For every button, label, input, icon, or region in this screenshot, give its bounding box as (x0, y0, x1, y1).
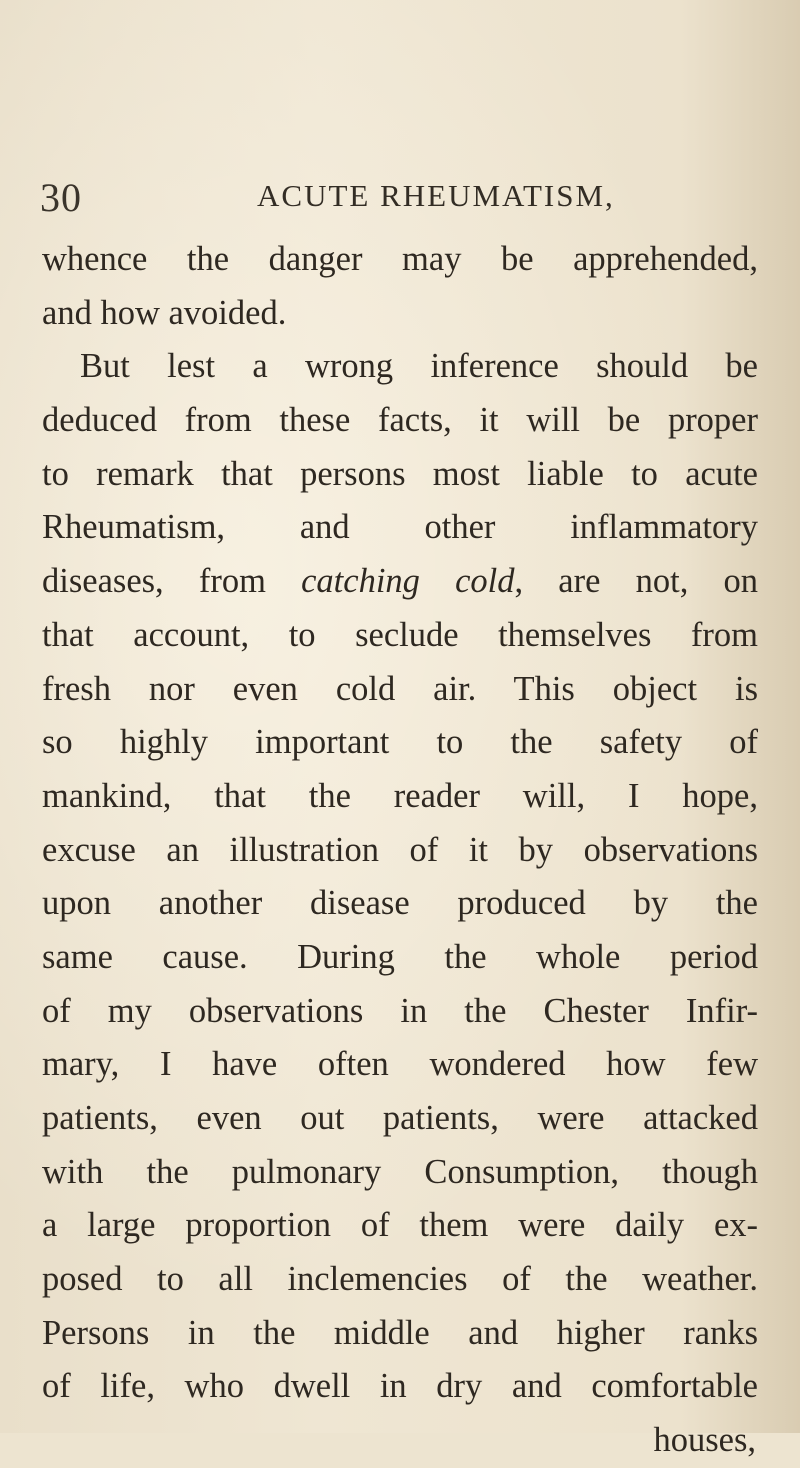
text-line: that account, to seclude themselves from (42, 615, 758, 654)
text-line: and how avoided. (42, 293, 287, 332)
running-head: ACUTE RHEUMATISM, (257, 178, 615, 213)
text-line: of life, who dwell in dry and comfortable (42, 1367, 758, 1406)
text-segment: , are not, on (514, 562, 758, 601)
text-line: whence the danger may be apprehended, (42, 240, 758, 278)
text-line: posed to all inclemencies of the weather. (42, 1260, 758, 1299)
text-segment: diseases, from (42, 562, 266, 601)
text-line: fresh nor even cold air. This object is (42, 669, 758, 708)
text-line: with the pulmonary Consumption, though (42, 1152, 758, 1191)
text-line: of my observations in the Chester Infir- (42, 991, 758, 1030)
text-line: But lest a wrong inference should be (80, 347, 758, 386)
page-number: 30 (40, 175, 82, 220)
text-line: patients, even out patients, were attacked (42, 1099, 758, 1137)
body-text (42, 233, 758, 1468)
catchword: houses, (653, 1421, 756, 1460)
text-line: deduced from these facts, it will be proper (42, 401, 758, 440)
text-line-with-italic (42, 555, 758, 609)
italic-phrase: catching cold (301, 562, 515, 601)
text-line: upon another disease produced by the (42, 884, 758, 923)
text-line: Rheumatism, and other inflammatory (42, 508, 758, 547)
page-header (40, 168, 760, 228)
text-line: mary, I have often wondered how few (42, 1045, 758, 1084)
text-line: mankind, that the reader will, I hope, (42, 776, 758, 815)
text-line: Persons in the middle and higher ranks (42, 1313, 758, 1352)
text-line: a large proportion of them were daily ex- (42, 1206, 758, 1245)
text-line: excuse an illustration of it by observations (42, 830, 758, 869)
text-line: so highly important to the safety of (42, 723, 758, 762)
text-line: to remark that persons most liable to acute (42, 454, 758, 493)
text-line: same cause. During the whole period (42, 937, 758, 976)
